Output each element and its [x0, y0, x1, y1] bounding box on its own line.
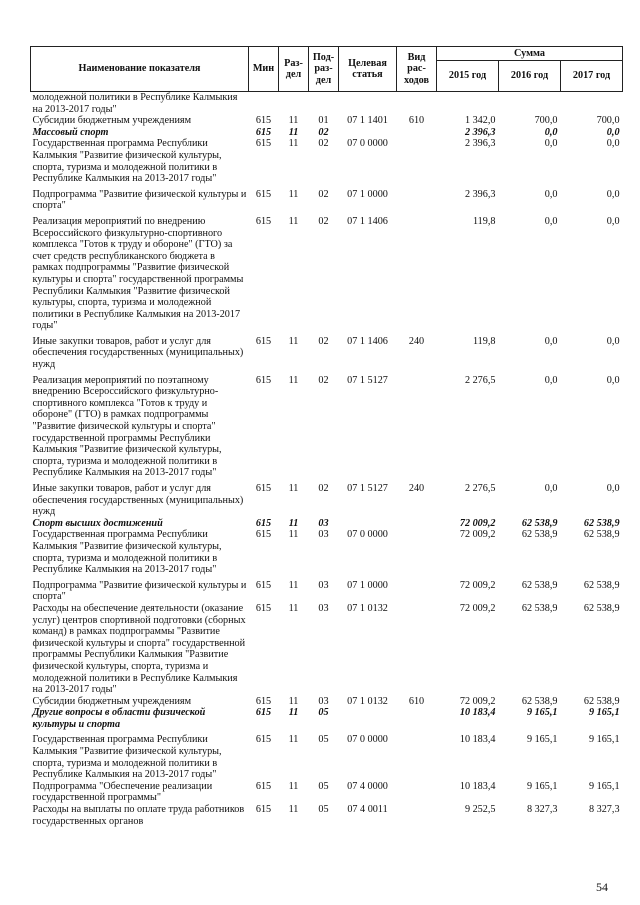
cell-2016: 9 165,1	[526, 707, 558, 719]
cell-podrazdel: 02	[318, 483, 329, 494]
cell-razdel: 11	[288, 734, 299, 746]
cell-razdel: 11	[288, 335, 299, 347]
cell-2017	[561, 92, 623, 116]
cell-expense-type	[397, 804, 437, 827]
cell-expense-type: 240	[408, 335, 425, 347]
table-row	[31, 781, 623, 804]
cell-razdel: 11	[288, 602, 299, 614]
cell-expense-type	[397, 529, 437, 575]
cell-target-article: 07 0 0000	[347, 138, 388, 150]
cell-min	[249, 92, 279, 116]
cell-name: Государственная программа Республики Калмыкия "Развитие физической культуры, спорта, туризма и молодежной политики в Республике Калмыкия на 2013-2017 годы"	[32, 529, 222, 576]
cell-target-article: 07 0 0000	[347, 734, 388, 746]
header-name: Наименование показателя	[31, 47, 249, 92]
cell-2016: 62 538,9	[521, 602, 558, 614]
cell-name: Иные закупки товаров, работ и услуг для обеспечения государственных (муниципальных) нужд	[32, 483, 244, 518]
cell-target-article: 07 0 0000	[347, 529, 388, 541]
cell-2017: 0,0	[606, 374, 620, 386]
cell-2017: 0,0	[606, 188, 620, 200]
cell-podrazdel: 02	[318, 374, 329, 386]
cell-podrazdel: 02	[318, 215, 329, 227]
cell-2016: 700,0	[534, 115, 558, 127]
cell-2015: 2 396,3	[464, 138, 496, 150]
header-expense-type: Вид рас- ходов	[397, 47, 437, 92]
cell-podrazdel: 05	[318, 804, 329, 816]
cell-2017: 8 327,3	[588, 804, 620, 816]
cell-podrazdel: 02	[318, 188, 329, 200]
cell-2016: 0,0	[544, 215, 558, 227]
cell-2017: 700,0	[596, 115, 620, 127]
cell-podrazdel: 02	[318, 335, 329, 347]
table-row	[31, 479, 623, 518]
cell-expense-type: 240	[408, 483, 425, 494]
cell-name: Подпрограмма "Обеспечение реализации государственной программы"	[32, 780, 213, 804]
cell-target-article: 07 1 1406	[347, 215, 388, 227]
cell-min: 615	[255, 780, 272, 792]
cell-2017: 62 538,9	[583, 695, 620, 707]
cell-min: 615	[255, 804, 272, 816]
cell-min: 615	[255, 695, 272, 707]
cell-2016	[499, 92, 561, 116]
cell-name: Государственная программа Республики Калмыкия "Развитие физической культуры, спорта, туризма и молодежной политики в Республике Калмыкия на 2013-2017 годы"	[32, 138, 222, 185]
cell-expense-type	[397, 603, 437, 696]
cell-razdel: 11	[288, 374, 299, 386]
cell-2016: 0,0	[544, 126, 558, 138]
table-row	[31, 730, 623, 780]
cell-2016: 0,0	[544, 138, 558, 150]
header-sum: Сумма	[437, 47, 623, 61]
cell-2016: 0,0	[544, 188, 558, 200]
cell-target-article	[339, 127, 397, 139]
cell-name: Другие вопросы в области физической культуры и спорта	[32, 707, 206, 730]
cell-min: 615	[255, 215, 272, 227]
cell-razdel: 11	[288, 483, 299, 494]
cell-target-article: 07 1 1406	[347, 335, 388, 347]
cell-2015: 10 183,4	[459, 707, 496, 719]
cell-name: Субсидии бюджетным учреждениям	[32, 115, 192, 127]
cell-expense-type	[397, 707, 437, 730]
cell-expense-type: 610	[408, 695, 425, 707]
cell-target-article: 07 1 1401	[347, 115, 388, 127]
table-row	[31, 707, 623, 730]
cell-2016: 62 538,9	[521, 695, 558, 707]
cell-2015	[437, 92, 499, 116]
cell-2015: 72 009,2	[459, 529, 496, 541]
cell-name: Подпрограмма "Развитие физической культуры и спорта"	[32, 579, 247, 603]
cell-2015: 2 276,5	[464, 483, 496, 494]
cell-expense-type	[397, 371, 437, 479]
cell-razdel: 11	[288, 115, 299, 127]
cell-2015: 10 183,4	[459, 780, 496, 792]
table-body	[31, 92, 623, 828]
header-year-2017: 2017 год	[561, 61, 623, 92]
cell-expense-type	[397, 576, 437, 603]
cell-2016: 0,0	[544, 335, 558, 347]
cell-2015: 119,8	[472, 215, 496, 227]
cell-2017: 0,0	[606, 126, 620, 138]
cell-2015: 72 009,2	[459, 517, 496, 529]
table-row	[31, 185, 623, 212]
cell-podrazdel: 01	[318, 115, 329, 127]
cell-min: 615	[255, 602, 272, 614]
cell-min: 615	[255, 335, 272, 347]
cell-podrazdel: 05	[318, 734, 329, 746]
header-year-2015: 2015 год	[437, 61, 499, 92]
table-row	[31, 696, 623, 708]
cell-razdel: 11	[288, 529, 299, 541]
cell-2015: 119,8	[472, 335, 496, 347]
cell-min: 615	[255, 126, 272, 138]
cell-2016: 0,0	[544, 483, 558, 494]
cell-target-article	[339, 707, 397, 730]
cell-target-article: 07 1 5127	[347, 374, 388, 386]
cell-name: Субсидии бюджетным учреждениям	[32, 695, 192, 707]
cell-2016: 8 327,3	[526, 804, 558, 816]
table-row	[31, 518, 623, 530]
table-row	[31, 332, 623, 371]
cell-min: 615	[255, 734, 272, 746]
cell-expense-type	[397, 730, 437, 780]
table-row	[31, 603, 623, 696]
cell-target-article: 07 1 0132	[347, 602, 388, 614]
cell-name: Расходы на обеспечение деятельности (оказание услуг) центров спортивной подготовки (сборных команд) в рамках подпрограммы "Развитие физической культуры и спорта" государственной программы Республики Калмыкия "Развитие физической культуры, спорта, туризма и молодежной политики в Республике Калмыкия на 2013-2017 годы"	[32, 602, 246, 696]
cell-2017: 62 538,9	[583, 579, 620, 591]
cell-razdel: 11	[288, 188, 299, 200]
cell-name: Реализация мероприятий по поэтапному внедрению Всероссийского физкультурно-спортивного комплекса "Готов к труду и обороне" (ГТО) в рамках подпрограммы "Развитие физической культуры и спорта" государственной программы Республики Калмыкия "Развитие физической культуры, спорта, туризма и молодежной политики в Республике Калмыкия на 2013-2017 годы"	[32, 374, 222, 479]
cell-podrazdel: 03	[318, 529, 329, 541]
cell-name: молодежной политики в Республике Калмыкия на 2013-2017 годы"	[32, 92, 238, 115]
cell-min: 615	[255, 483, 272, 494]
cell-expense-type	[397, 138, 437, 184]
cell-2015: 72 009,2	[459, 602, 496, 614]
cell-min: 615	[255, 188, 272, 200]
cell-razdel: 11	[288, 804, 299, 816]
cell-2017: 9 165,1	[588, 780, 620, 792]
cell-name: Расходы на выплаты по оплате труда работников государственных органов	[32, 804, 245, 827]
cell-2017: 0,0	[606, 483, 620, 494]
cell-name: Спорт высших достижений	[32, 517, 163, 529]
cell-2017: 0,0	[606, 138, 620, 150]
cell-min: 615	[255, 374, 272, 386]
cell-razdel: 11	[288, 138, 299, 150]
cell-min: 615	[255, 115, 272, 127]
cell-min: 615	[255, 707, 272, 719]
cell-expense-type	[397, 92, 437, 116]
cell-target-article	[339, 92, 397, 116]
cell-2017: 62 538,9	[583, 517, 620, 529]
cell-2016: 62 538,9	[521, 579, 558, 591]
cell-expense-type	[397, 127, 437, 139]
cell-name: Подпрограмма "Развитие физической культуры и спорта"	[32, 188, 247, 212]
cell-2016: 9 165,1	[526, 780, 558, 792]
table-row	[31, 212, 623, 332]
budget-table	[30, 46, 623, 827]
cell-2015: 72 009,2	[459, 695, 496, 707]
cell-2016: 62 538,9	[521, 529, 558, 541]
cell-2017: 62 538,9	[583, 529, 620, 541]
budget-table-sheet	[30, 46, 622, 827]
cell-razdel: 11	[288, 579, 299, 591]
cell-2015: 2 396,3	[464, 188, 496, 200]
cell-podrazdel: 03	[318, 695, 329, 707]
cell-podrazdel: 02	[318, 126, 329, 138]
cell-expense-type	[397, 212, 437, 332]
cell-target-article: 07 1 0000	[347, 188, 388, 200]
cell-2016: 9 165,1	[526, 734, 558, 746]
cell-2017: 0,0	[606, 215, 620, 227]
header-min: Мин	[249, 47, 279, 92]
cell-name: Реализация мероприятий по внедрению Всероссийского физкультурно-спортивного комплекса "Готов к труду и обороне" (ГТО) за счет средств республиканского бюджета в рамках подпрограммы "Развитие физической культуры и спорта" государственной программы Республики Калмыкия "Развитие физической культуры, спорта, туризма и молодежной политики в Республике Калмыкия на 2013-2017 годы"	[32, 215, 244, 332]
cell-razdel: 11	[288, 215, 299, 227]
cell-expense-type	[397, 781, 437, 804]
cell-podrazdel: 03	[318, 579, 329, 591]
cell-expense-type	[397, 518, 437, 530]
cell-name: Массовый спорт	[32, 126, 109, 138]
cell-target-article: 07 1 0000	[347, 579, 388, 591]
header-podrazdel: Под- раз- дел	[309, 47, 339, 92]
cell-2017: 62 538,9	[583, 602, 620, 614]
cell-2015: 1 342,0	[464, 115, 496, 127]
cell-target-article: 07 4 0011	[347, 804, 388, 816]
cell-podrazdel: 02	[318, 138, 329, 150]
table-row	[31, 529, 623, 575]
cell-2016: 62 538,9	[521, 517, 558, 529]
cell-min: 615	[255, 138, 272, 150]
cell-target-article: 07 4 0000	[347, 780, 388, 792]
cell-podrazdel: 05	[318, 707, 329, 719]
table-row	[31, 92, 623, 116]
cell-podrazdel: 03	[318, 602, 329, 614]
table-row	[31, 576, 623, 603]
table-row	[31, 804, 623, 827]
table-row	[31, 371, 623, 479]
cell-2015: 2 276,5	[464, 374, 496, 386]
cell-target-article: 07 1 5127	[347, 483, 388, 494]
cell-razdel: 11	[288, 517, 299, 529]
cell-name: Иные закупки товаров, работ и услуг для обеспечения государственных (муниципальных) нужд	[32, 335, 244, 371]
cell-min: 615	[255, 579, 272, 591]
cell-target-article	[339, 518, 397, 530]
cell-razdel: 11	[288, 126, 299, 138]
table-row	[31, 115, 623, 127]
cell-target-article: 07 1 0132	[347, 695, 388, 707]
cell-expense-type	[397, 185, 437, 212]
cell-razdel: 11	[288, 780, 299, 792]
table-row	[31, 138, 623, 184]
header-razdel: Раз- дел	[279, 47, 309, 92]
cell-2017: 9 165,1	[588, 707, 620, 719]
cell-podrazdel: 05	[318, 780, 329, 792]
cell-2017: 0,0	[606, 335, 620, 347]
cell-podrazdel: 03	[318, 517, 329, 529]
header-target-article: Целевая статья	[339, 47, 397, 92]
cell-min: 615	[255, 517, 272, 529]
cell-razdel	[279, 92, 309, 116]
cell-razdel: 11	[288, 695, 299, 707]
cell-razdel: 11	[288, 707, 299, 719]
cell-2016: 0,0	[544, 374, 558, 386]
cell-2015: 10 183,4	[459, 734, 496, 746]
cell-podrazdel	[309, 92, 339, 116]
cell-2015: 72 009,2	[459, 579, 496, 591]
page-number: 54	[596, 880, 608, 894]
cell-name: Государственная программа Республики Калмыкия "Развитие физической культуры, спорта, туризма и молодежной политики в Республике Калмыкия на 2013-2017 годы"	[32, 734, 222, 781]
cell-2015: 9 252,5	[464, 804, 496, 816]
cell-expense-type: 610	[408, 115, 425, 127]
table-header	[31, 47, 623, 92]
cell-2017: 9 165,1	[588, 734, 620, 746]
cell-2015: 2 396,3	[464, 126, 496, 138]
table-row	[31, 127, 623, 139]
cell-min: 615	[255, 529, 272, 541]
header-year-2016: 2016 год	[499, 61, 561, 92]
